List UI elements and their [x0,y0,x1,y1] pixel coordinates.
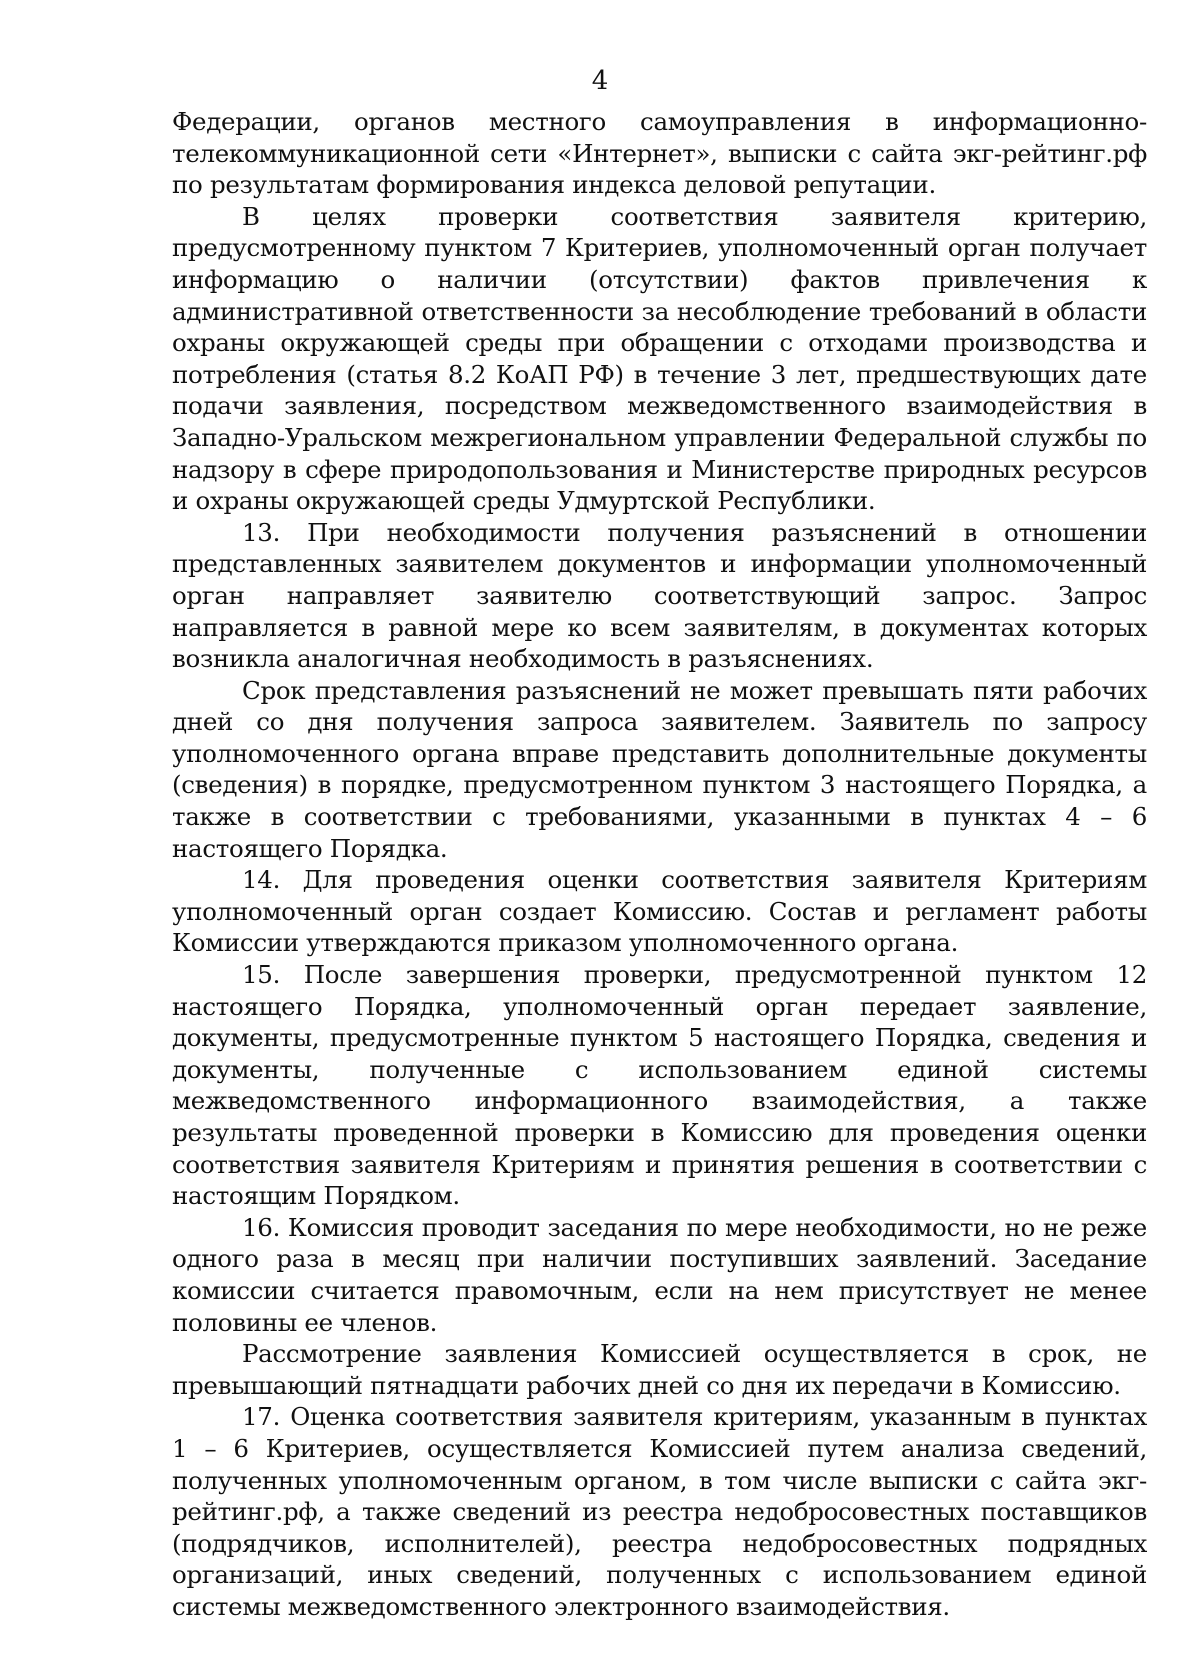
paragraph: В целях проверки соответствия заявителя критерию, предусмотренному пунктом 7 Критериев, уполномоченный орган получает информацию о наличии (отсутствии) фактов привлечения к административной ответственности за несоблюдение требований в области охраны окружающей среды при обращении с отходами производства и потребления (статья 8.2 КоАП РФ) в течение 3 лет, предшествующих дате подачи заявления, посредством межведомственного взаимодействия в Западно-Уральском межрегиональном управлении Федеральной службы по надзору в сфере природопользования и Министерстве природных ресурсов и охраны окружающей среды Удмуртской Республики. [172,201,1147,516]
paragraph-item-17: 17. Оценка соответствия заявителя критериям, указанным в пунктах 1 – 6 Критериев, осуществляется Комиссией путем анализа сведений, полученных уполномоченным органом, в том числе выписки с сайта экг-рейтинг.рф, а также сведений из реестра недобросовестных поставщиков (подрядчиков, исполнителей), реестра недобросовестных подрядных организаций, иных сведений, полученных с использованием единой системы межведомственного электронного взаимодействия. [172,1402,1147,1621]
paragraph-continuation: Федерации, органов местного самоуправления в информационно-телекоммуникационной сети «Интернет», выписки с сайта экг-рейтинг.рф по результатам формирования индекса деловой репутации. [172,107,1147,200]
page-number: 4 [591,66,609,96]
paragraph-item-14: 14. Для проведения оценки соответствия заявителя Критериям уполномоченный орган создает Комиссию. Состав и регламент работы Комиссии утверждаются приказом уполномоченного органа. [172,865,1147,958]
paragraph: Срок представления разъяснений не может превышать пяти рабочих дней со дня получения запроса заявителем. Заявитель по запросу уполномоченного органа вправе представить дополнительные документы (сведения) в порядке, предусмотренном пунктом 3 настоящего Порядка, а также в соответствии с требованиями, указанными в пунктах 4 – 6 настоящего Порядка. [172,675,1147,863]
document-body [172,106,1147,1623]
paragraph: Рассмотрение заявления Комиссией осуществляется в срок, не превышающий пятнадцати рабочих дней со дня их передачи в Комиссию. [172,1339,1147,1400]
paragraph-item-13: 13. При необходимости получения разъяснений в отношении представленных заявителем документов и информации уполномоченный орган направляет заявителю соответствующий запрос. Запрос направляется в равной мере ко всем заявителям, в документах которых возникла аналогичная необходимость в разъяснениях. [172,517,1147,674]
paragraph-item-16: 16. Комиссия проводит заседания по мере необходимости, но не реже одного раза в месяц при наличии поступивших заявлений. Заседание комиссии считается правомочным, если на нем присутствует не менее половины ее членов. [172,1212,1147,1337]
paragraph-item-15: 15. После завершения проверки, предусмотренной пунктом 12 настоящего Порядка, уполномоченный орган передает заявление, документы, предусмотренные пунктом 5 настоящего Порядка, сведения и документы, полученные с использованием единой системы межведомственного информационного взаимодействия, а также результаты проведенной проверки в Комиссию для проведения оценки соответствия заявителя Критериям и принятия решения в соответствии с настоящим Порядком. [172,960,1147,1211]
